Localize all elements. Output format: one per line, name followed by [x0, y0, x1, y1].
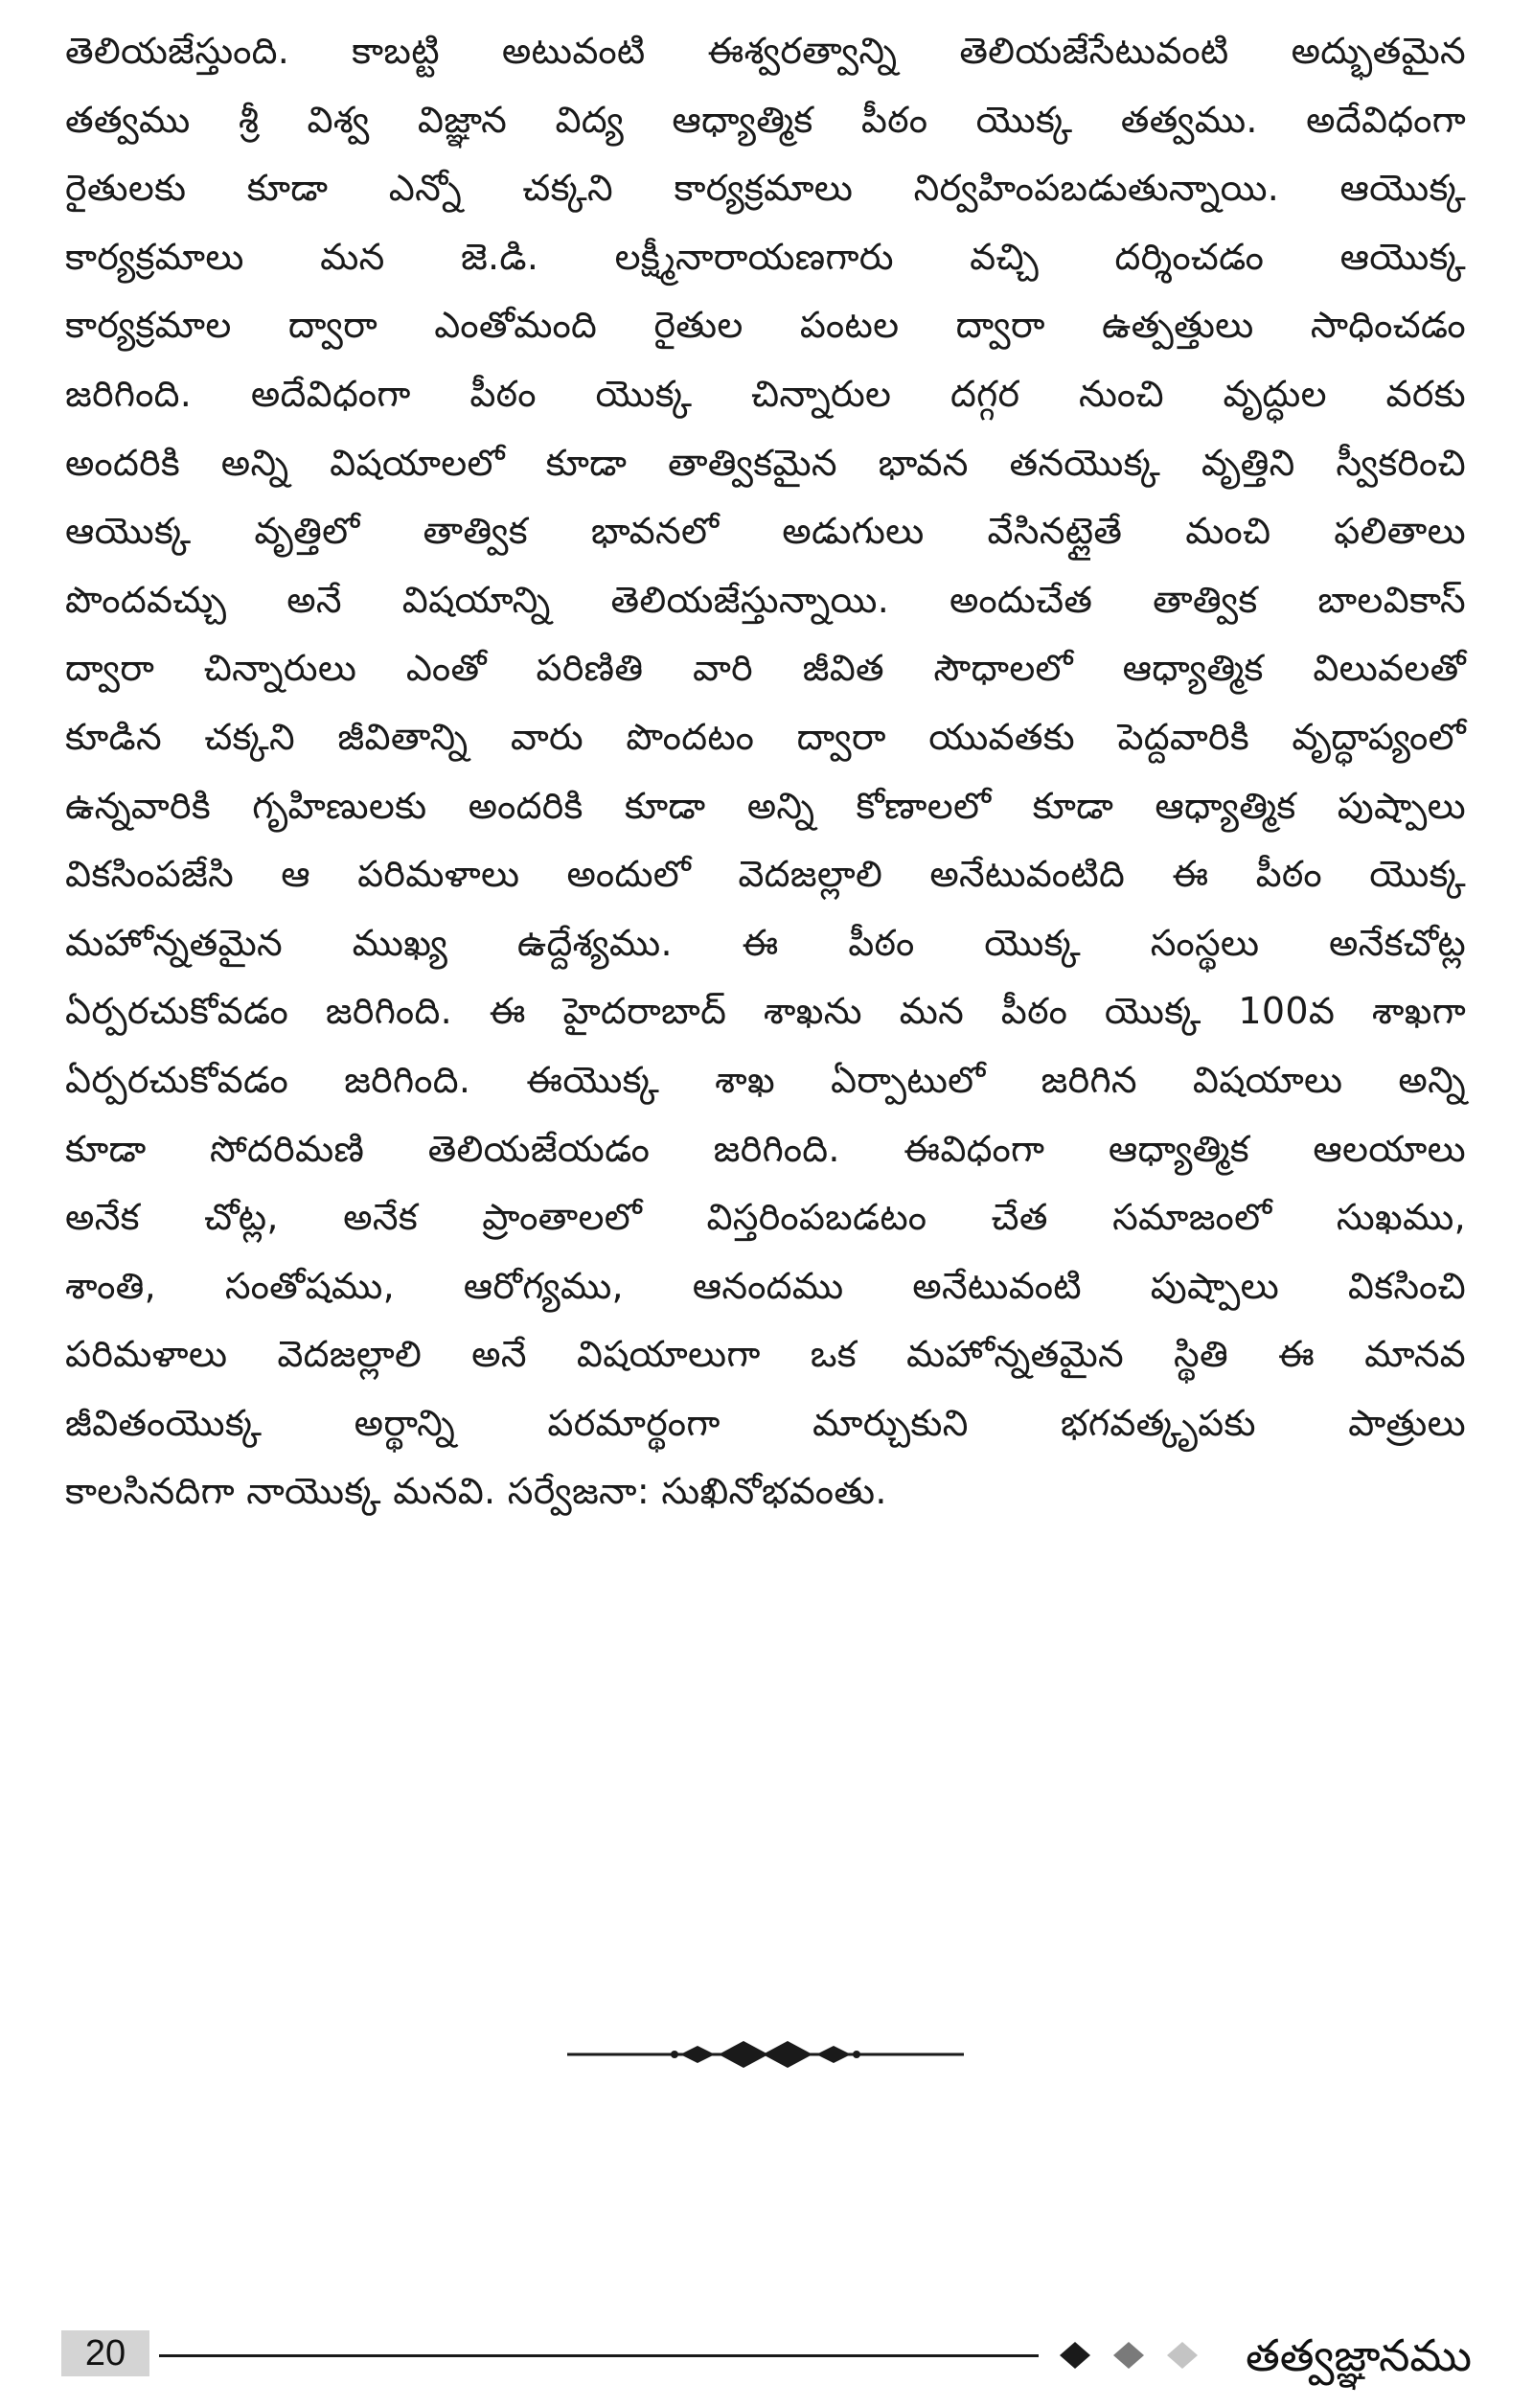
text-line: జీవితంయొక్క అర్థాన్ని పరమార్థంగా మార్చుకుని భగవత్కృపకు పాత్రులు: [65, 1401, 1466, 1444]
text-line: తత్వము శ్రీ విశ్వ విజ్ఞాన విద్య ఆధ్యాత్మిక పీఠం యొక్క తత్వము. అదేవిధంగా: [65, 98, 1466, 141]
page-footer: [61, 2325, 1479, 2386]
body-text: [65, 17, 1466, 1526]
diamonds-icon: [1056, 2336, 1228, 2374]
text-line: కార్యక్రమాలు మన జె.డి. లక్ష్మీనారాయణగారు వచ్చి దర్శించడం ఆయొక్క: [65, 235, 1466, 278]
page-number: 20: [61, 2330, 149, 2376]
text-line: కాలసినదిగా నాయొక్క మనవి. సర్వేజనా: సుఖినోభవంతు.: [65, 1470, 887, 1513]
text-line: పరిమళాలు వెదజల్లాలి అనే విషయాలుగా ఒక మహోన్నతమైన స్థితి ఈ మానవ: [65, 1333, 1466, 1376]
text-line: మహోన్నతమైన ముఖ్య ఉద్దేశ్యము. ఈ పీఠం యొక్క సంస్థలు అనేకచోట్ల: [65, 921, 1466, 964]
text-line: కార్యక్రమాల ద్వారా ఎంతోమంది రైతుల పంటల ద్వారా ఉత్పత్తులు సాధించడం: [65, 304, 1466, 347]
text-line: కూడా సోదరిమణి తెలియజేయడం జరిగింది. ఈవిధంగా ఆధ్యాత్మిక ఆలయాలు: [65, 1127, 1466, 1170]
footer-rule: [159, 2354, 1039, 2357]
text-line: అందరికి అన్ని విషయాలలో కూడా తాత్వికమైన భావన తనయొక్క వృత్తిని స్వీకరించి: [65, 441, 1466, 484]
ornament-divider-icon: [567, 2033, 964, 2075]
text-line: జరిగింది. అదేవిధంగా పీఠం యొక్క చిన్నారుల దగ్గర నుంచి వృద్ధుల వరకు: [65, 372, 1466, 415]
text-line: శాంతి, సంతోషము, ఆరోగ్యము, ఆనందము అనేటువంటి పుష్పాలు వికసించి: [65, 1264, 1466, 1307]
text-line: ద్వారా చిన్నారులు ఎంతో పరిణితి వారి జీవిత సౌధాలలో ఆధ్యాత్మిక విలువలతో: [65, 647, 1466, 690]
text-line: ఏర్పరచుకోవడం జరిగింది. ఈ హైదరాబాద్ శాఖను మన పీఠం యొక్క 100వ శాఖగా: [65, 990, 1466, 1033]
text-line: ఉన్నవారికి గృహిణులకు అందరికి కూడా అన్ని కోణాలలో కూడా ఆధ్యాత్మిక పుష్పాలు: [65, 784, 1466, 827]
text-line: పొందవచ్చు అనే విషయాన్ని తెలియజేస్తున్నాయి. అందుచేత తాత్విక బాలవికాస్: [65, 578, 1466, 621]
text-line: రైతులకు కూడా ఎన్నో చక్కని కార్యక్రమాలు నిర్వహింపబడుతున్నాయి. ఆయొక్క: [65, 167, 1466, 210]
text-line: ఆయొక్క వృత్తిలో తాత్విక భావనలో అడుగులు వేసినట్లైతే మంచి ఫలితాలు: [65, 510, 1466, 553]
text-line: అనేక చోట్ల, అనేక ప్రాంతాలలో విస్తరింపబడటం చేత సమాజంలో సుఖము,: [65, 1196, 1466, 1239]
text-line: తెలియజేస్తుంది. కాబట్టి అటువంటి ఈశ్వరత్వాన్ని తెలియజేసేటువంటి అద్భుతమైన: [65, 30, 1466, 72]
book-title: తత్వజ్ఞానము: [1246, 2329, 1472, 2381]
text-line: కూడిన చక్కని జీవితాన్ని వారు పొందటం ద్వారా యువతకు పెద్దవారికి వృద్ధాప్యంలో: [65, 715, 1466, 758]
text-line: ఏర్పరచుకోవడం జరిగింది. ఈయొక్క శాఖ ఏర్పాటులో జరిగిన విషయాలు అన్ని: [65, 1058, 1466, 1101]
text-line: వికసింపజేసి ఆ పరిమళాలు అందులో వెదజల్లాలి అనేటువంటిది ఈ పీఠం యొక్క: [65, 853, 1466, 896]
